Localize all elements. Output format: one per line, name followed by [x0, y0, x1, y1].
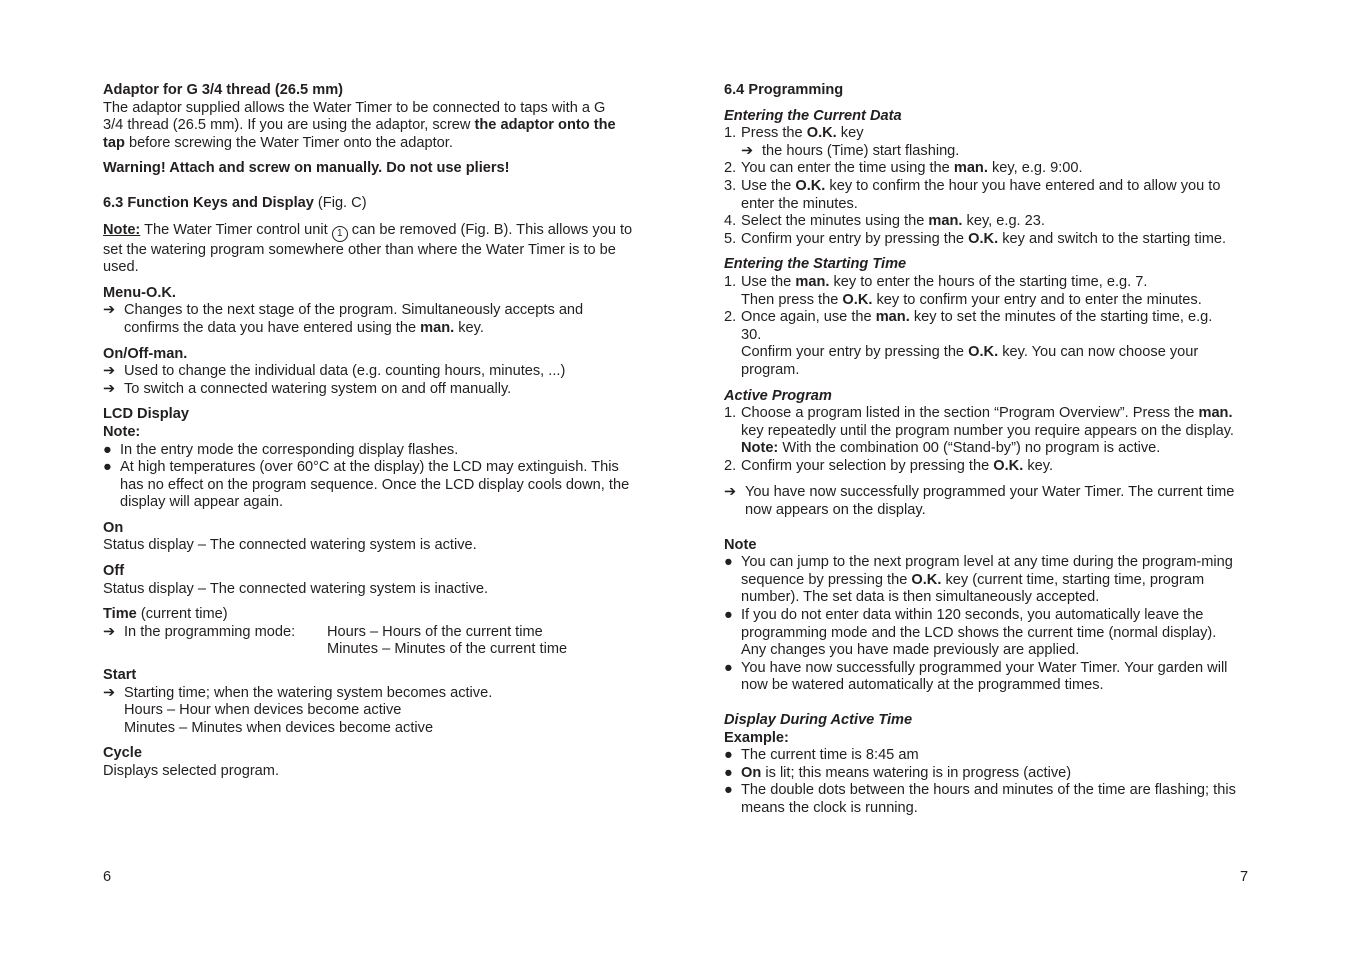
warning-text: Warning! Attach and screw on manually. Do not use pliers!: [103, 160, 510, 177]
time-row-2: Minutes – Minutes of the current time: [327, 641, 568, 658]
est-step-1: 1. Use the man. key to enter the hours of the starting time, e.g. 7.: [724, 273, 1148, 290]
ap-note: Note: With the combination 00 (“Stand-by”) no program is active.: [741, 440, 1161, 457]
off-text: Status display – The connected watering system is inactive.: [103, 580, 489, 597]
arrow-icon: ➔: [103, 684, 116, 701]
start-hours: Hours – Hour when devices become active: [124, 702, 402, 719]
menu-ok-arrow-item: ➔ Changes to the next stage of the program. Simultaneously accepts and confirms the data you have entered using the man. key.: [103, 302, 584, 336]
off-heading: Off: [103, 563, 125, 580]
arrow-icon: ➔: [724, 484, 737, 501]
dat-bullet-1: ● The current time is 8:45 am: [724, 747, 919, 764]
ecd-step-3: 3. Use the O.K. key to confirm the hour you have entered and to allow you to enter the minutes.: [724, 177, 1221, 212]
circled-number-1-icon: 1: [332, 226, 348, 242]
bullet-icon: ●: [103, 459, 112, 476]
page-number-left: 6: [103, 869, 112, 885]
arrow-icon: ➔: [103, 363, 116, 380]
ecd-step-4: 4. Select the minutes using the man. key, e.g. 23.: [724, 213, 1045, 230]
cycle-text: Displays selected program.: [103, 763, 280, 779]
note-bullet-1: ● You can jump to the next program level at any time during the program-ming sequence by pressing the O.K. key (current time, starting time, program number). The set data is then simultaneously accepted.: [724, 554, 1233, 606]
ecd-step-1: 1. Press the O.K. key: [724, 125, 864, 142]
bullet-icon: ●: [724, 764, 733, 781]
entering-starting-time-heading: Entering the Starting Time: [724, 256, 907, 273]
bullet-icon: ●: [724, 782, 733, 799]
dat-bullet-2: ● On is lit; this means watering is in progress (active): [724, 764, 1072, 781]
note-bullet-2: ● If you do not enter data within 120 seconds, you automatically leave the programming mode and the LCD shows the current time (normal display). Any changes you have made previously are applied.: [724, 607, 1217, 659]
note-bullet-3: ● You have now successfully programmed your Water Timer. Your garden will now be watered automatically at the programmed times.: [724, 659, 1228, 694]
ap-arrow-item: ➔ You have now successfully programmed your Water Timer. The current time now appears on the display.: [724, 484, 1235, 519]
page-number-right: 7: [1240, 869, 1249, 885]
lcd-note-label: Note:: [103, 423, 141, 440]
onoff-heading: On/Off-man.: [103, 345, 188, 362]
section-6-3-heading: 6.3 Function Keys and Display (Fig. C): [103, 194, 367, 211]
adaptor-paragraph: The adaptor supplied allows the Water Timer to be connected to taps with a G 3/4 thread (26.5 mm). If you are using the adaptor, screw the adaptor onto the tap before screwing the Water Timer onto the adaptor.: [103, 99, 616, 151]
onoff-arrow-item-2: ➔ To switch a connected watering system on and off manually.: [103, 380, 512, 397]
menu-ok-heading: Menu-O.K.: [103, 284, 176, 301]
adaptor-heading: Adaptor for G 3/4 thread (26.5 mm): [103, 82, 344, 98]
lcd-bullet-2: ● At high temperatures (over 60°C at the display) the LCD may extinguish. This has no effect on the program sequence. Once the LCD display cools down, the display will appear again.: [103, 459, 630, 511]
bullet-icon: ●: [724, 659, 733, 676]
section-6-4-heading: 6.4 Programming: [724, 82, 844, 98]
bullet-icon: ●: [103, 441, 112, 458]
onoff-arrow-item-1: ➔ Used to change the individual data (e.g. counting hours, minutes, ...): [103, 363, 566, 380]
on-text: Status display – The connected watering system is active.: [103, 537, 477, 554]
bullet-icon: ●: [724, 607, 733, 624]
start-arrow-item: ➔ Starting time; when the watering system becomes active.: [103, 684, 493, 701]
ecd-step-2: 2. You can enter the time using the man. key, e.g. 9:00.: [724, 160, 1083, 177]
est-step-2-cont: Confirm your entry by pressing the O.K. key. You can now choose your program.: [741, 344, 1199, 378]
example-label: Example:: [724, 729, 789, 746]
cycle-heading: Cycle: [103, 745, 142, 762]
lcd-bullet-1: ● In the entry mode the corresponding display flashes.: [103, 441, 459, 458]
start-heading: Start: [103, 667, 137, 684]
bullet-icon: ●: [724, 554, 733, 571]
start-minutes: Minutes – Minutes when devices become active: [124, 719, 434, 736]
note-heading: Note: [724, 536, 757, 553]
right-page: [724, 82, 1264, 818]
dat-bullet-3: ● The double dots between the hours and minutes of the time are flashing; this means the clock is running.: [724, 782, 1236, 816]
arrow-icon: ➔: [741, 142, 754, 159]
time-row-1: ➔ In the programming mode: Hours – Hours of the current time: [103, 623, 543, 640]
lcd-heading: LCD Display: [103, 406, 189, 423]
note-paragraph: Note: The Water Timer control unit 1 can be removed (Fig. B). This allows you to set the watering program somewhere other than where the Water Timer is to be used.: [103, 221, 633, 276]
on-heading: On: [103, 519, 124, 536]
est-step-1-cont: Then press the O.K. key to confirm your entry and to enter the minutes.: [741, 291, 1202, 308]
display-active-time-heading: Display During Active Time: [724, 712, 913, 728]
ecd-step-1-arrow: ➔ the hours (Time) start flashing.: [741, 142, 960, 159]
time-heading: Time (current time): [103, 606, 228, 623]
ap-step-1: 1. Choose a program listed in the section “Program Overview”. Press the man. key repeatedly until the program number you require appears on the display.: [724, 405, 1234, 439]
ecd-step-5: 5. Confirm your entry by pressing the O.K. key and switch to the starting time.: [724, 230, 1227, 247]
est-step-2: 2. Once again, use the man. key to set the minutes of the starting time, e.g. 30.: [724, 309, 1213, 343]
bullet-icon: ●: [724, 747, 733, 764]
active-program-heading: Active Program: [724, 387, 832, 404]
arrow-icon: ➔: [103, 623, 116, 640]
ap-step-2: 2. Confirm your selection by pressing the O.K. key.: [724, 457, 1054, 474]
arrow-icon: ➔: [103, 380, 116, 397]
arrow-icon: ➔: [103, 302, 116, 319]
entering-current-data-heading: Entering the Current Data: [724, 107, 902, 124]
left-page: [103, 82, 643, 781]
